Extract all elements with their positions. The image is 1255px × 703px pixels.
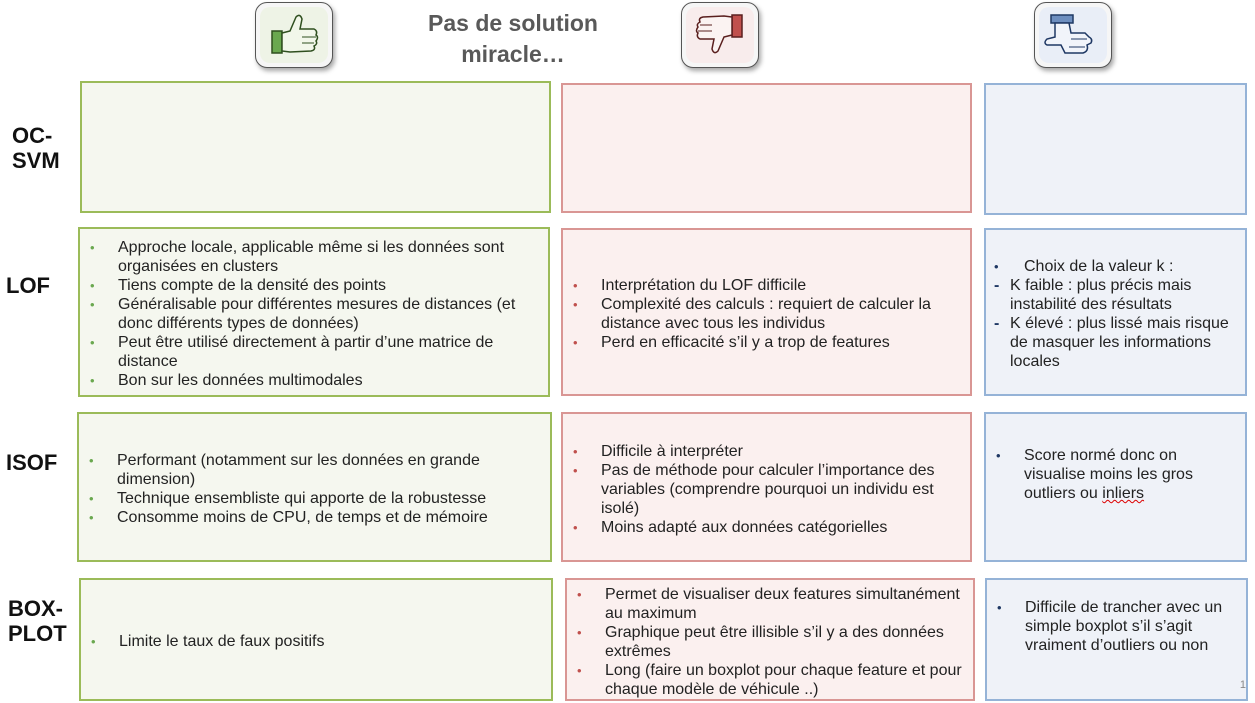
list-item: • Tiens compte de la densité des points: [90, 276, 538, 295]
list-item: • Pas de méthode pour calculer l’importance des variables (comprendre pourquoi un individu est isolé): [573, 461, 960, 518]
list-item: • Difficile à interpréter: [573, 442, 960, 461]
row-label-boxplot: BOX- PLOT: [8, 596, 67, 646]
lof-cons-cell: [561, 228, 972, 396]
page-title: Pas de solution miracle…: [428, 10, 598, 67]
isof-pros-cell: [77, 412, 552, 562]
spellcheck-word: inliers: [1102, 485, 1145, 502]
list-item: • Interprétation du LOF difficile: [573, 276, 960, 295]
boxplot-cons-cell: [565, 578, 975, 701]
lof-pros-cell: [78, 227, 550, 397]
list-item: • Technique ensembliste qui apporte de la robustesse: [89, 489, 540, 508]
thumbs-down-icon: [681, 2, 759, 68]
thumbs-up-icon: [255, 2, 333, 68]
list-item: • Complexité des calculs : requiert de calculer la distance avec tous les individus: [573, 295, 960, 333]
boxplot-pros-cell: [79, 578, 553, 701]
list-item: • Performant (notamment sur les données en grande dimension): [89, 451, 540, 489]
ocsvm-cons-cell: [561, 83, 972, 213]
row-label-ocsvm: OC- SVM: [12, 123, 60, 173]
list-item: • Difficile de trancher avec un simple boxplot s’il s’agit vraiment d’outliers ou non: [997, 598, 1236, 655]
pointing-hand-icon: [1034, 2, 1112, 68]
list-item: • Choix de la valeur k :: [994, 257, 1235, 276]
list-item: • Bon sur les données multimodales: [90, 371, 538, 390]
lof-neutral-cell: [984, 228, 1247, 396]
list-item: • Moins adapté aux données catégorielles: [573, 518, 960, 537]
list-item: - K élevé : plus lissé mais risque de masquer les informations locales: [994, 314, 1235, 371]
list-item: • Limite le taux de faux positifs: [91, 632, 541, 651]
list-item: • Perd en efficacité s’il y a trop de features: [573, 333, 960, 352]
list-item: • Approche locale, applicable même si les données sont organisées en clusters: [90, 238, 538, 276]
list-item: • Généralisable pour différentes mesures de distances (et donc différents types de données): [90, 295, 538, 333]
isof-cons-cell: [561, 412, 972, 562]
list-item: • Graphique peut être illisible s’il y a des données extrêmes: [577, 623, 963, 661]
list-item: • Consomme moins de CPU, de temps et de mémoire: [89, 508, 540, 527]
row-label-isof: ISOF: [6, 450, 58, 475]
list-item: • Long (faire un boxplot pour chaque feature et pour chaque modèle de véhicule ..): [577, 661, 963, 699]
list-item: • Peut être utilisé directement à partir d’une matrice de distance: [90, 333, 538, 371]
ocsvm-neutral-cell: [984, 83, 1247, 215]
row-label-lof: LOF: [6, 273, 50, 298]
page-number: 1: [1239, 679, 1246, 691]
list-item: • Permet de visualiser deux features simultanément au maximum: [577, 585, 963, 623]
isof-neutral-cell: [984, 412, 1247, 562]
list-item: • Score normé donc on visualise moins les gros outliers ou inliers: [996, 446, 1235, 503]
boxplot-neutral-cell: [985, 578, 1248, 701]
ocsvm-pros-cell: [80, 81, 551, 213]
list-item: - K faible : plus précis mais instabilité des résultats: [994, 276, 1235, 314]
